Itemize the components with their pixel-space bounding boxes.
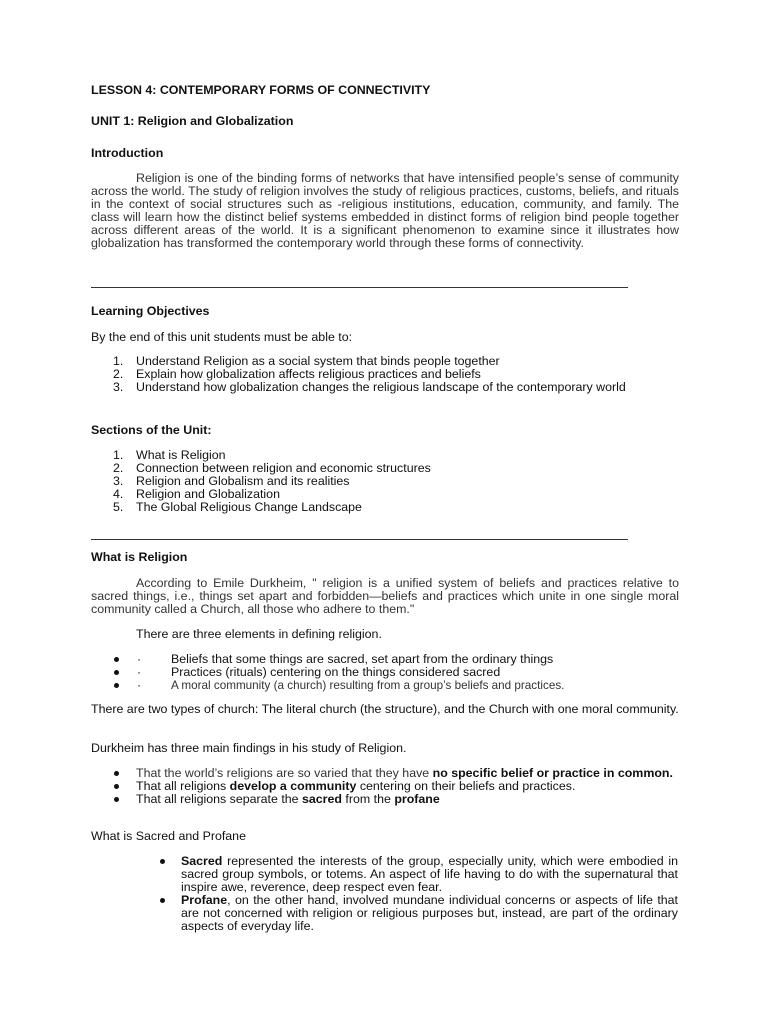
unit-title: UNIT 1: Religion and Globalization [91, 114, 294, 128]
list-item: · Beliefs that some things are sacred, set apart from the ordinary things [91, 653, 679, 666]
church-types-text: There are two types of church: The literal church (the structure), and the Church with one moral community. [91, 702, 679, 716]
list-item: That the world’s religions are so varied that they have no specific belief or practice in common. [91, 767, 679, 780]
introduction-paragraph: Religion is one of the binding forms of networks that have intensified people’s sense of community across the world. The study of religion involves the study of religious practices, customs, beliefs, and rituals in the context of social structures such as -religious institutions, education, community, and family. The class will learn how the distinct belief systems embedded in distinct forms of religion bind people together across different areas of the world. It is a significant phenomenon to examine since it illustrates how globalization has transformed the contemporary world through these forms of connectivity. [91, 171, 679, 250]
list-item: · A moral community (a church) resulting from a group’s beliefs and practices. [91, 679, 679, 692]
lesson-title: LESSON 4: CONTEMPORARY FORMS OF CONNECTIVITY [91, 83, 431, 97]
list-item: That all religions separate the sacred from the profane [91, 793, 679, 806]
findings-list [91, 767, 679, 806]
bullet-icon [160, 898, 165, 903]
list-item: 3. Religion and Globalism and its realities [113, 474, 350, 488]
list-item: 5. The Global Religious Change Landscape [113, 500, 362, 514]
sections-heading: Sections of the Unit: [91, 423, 212, 437]
list-item: 2. Explain how globalization affects religious practices and beliefs [113, 367, 481, 381]
bullet-icon [114, 784, 119, 789]
objectives-heading: Learning Objectives [91, 304, 210, 318]
bullet-icon [114, 670, 119, 675]
bullet-icon [114, 771, 119, 776]
what-is-religion-heading: What is Religion [91, 550, 188, 564]
list-item: 4. Religion and Globalization [113, 487, 280, 501]
objectives-lead: By the end of this unit students must be able to: [91, 330, 353, 344]
bullet-icon [114, 797, 119, 802]
list-item: Profane, on the other hand, involved mundane individual concerns or aspects of life that are not concerned with religion or religious purposes but, instead, are part of the ordinary aspects of everyday life. [181, 894, 678, 933]
findings-lead: Durkheim has three main findings in his study of Religion. [91, 741, 407, 755]
elements-list [91, 653, 679, 692]
elements-lead: There are three elements in defining religion. [136, 627, 382, 641]
bullet-icon [114, 683, 119, 688]
list-item: 1. Understand Religion as a social system that binds people together [113, 354, 500, 368]
list-item: Sacred represented the interests of the group, especially unity, which were embodied in sacred group symbols, or totems. An aspect of life having to do with the supernatural that inspire awe, reverence, deep respect even fear. [181, 855, 678, 894]
list-item: That all religions develop a community centering on their beliefs and practices. [91, 780, 679, 793]
objectives-list [91, 355, 651, 394]
list-item: · Practices (rituals) centering on the things considered sacred [91, 666, 679, 679]
section-divider [91, 287, 628, 288]
sacred-profane-heading: What is Sacred and Profane [91, 829, 246, 843]
list-item: 1. What is Religion [113, 448, 226, 462]
bullet-icon [114, 657, 119, 662]
sacred-profane-list [181, 855, 678, 933]
bullet-icon [160, 859, 165, 864]
section-divider [91, 539, 628, 540]
sections-list [91, 449, 679, 514]
introduction-heading: Introduction [91, 146, 164, 160]
list-item: 3. Understand how globalization changes the religious landscape of the contemporary world [113, 380, 626, 394]
durkheim-quote: According to Emile Durkheim, " religion is a unified system of beliefs and practices relative to sacred things, i.e., things set apart and forbidden—beliefs and practices which unite in one single moral community called a Church, all those who adhere to them." [91, 576, 679, 616]
list-item: 2. Connection between religion and economic structures [113, 461, 431, 475]
